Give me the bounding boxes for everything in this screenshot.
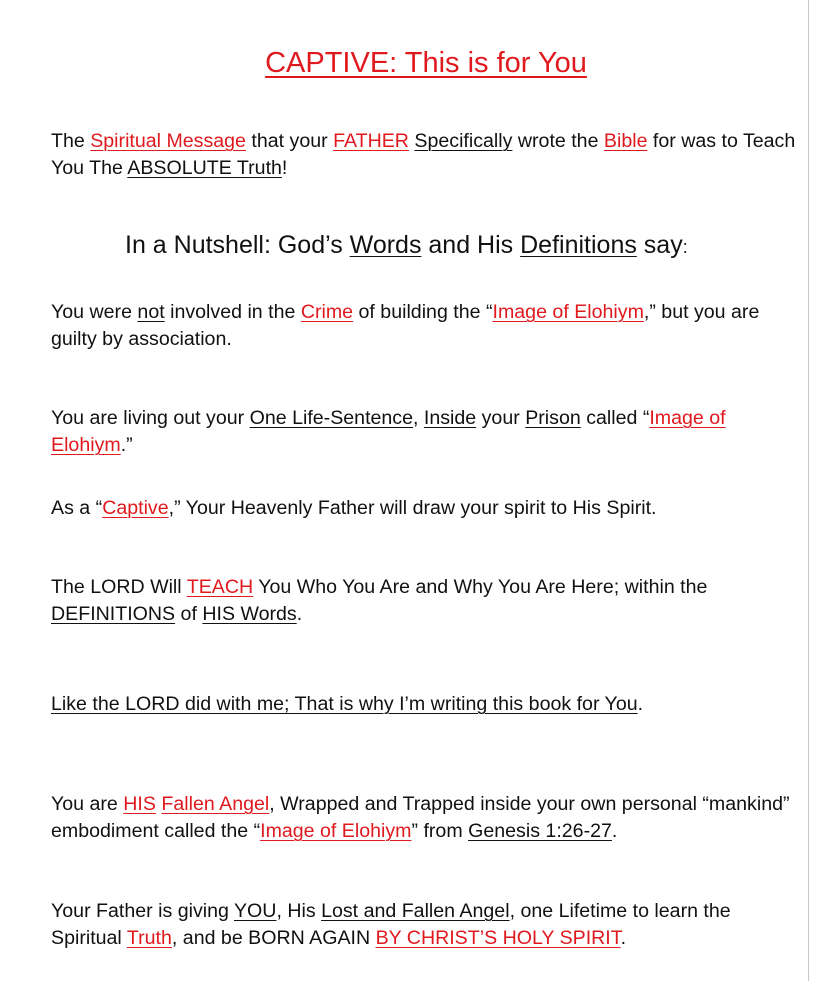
text-run: , His — [276, 900, 322, 922]
text-run: . — [611, 820, 618, 842]
text-run: As a “ — [51, 497, 103, 519]
image-of-elohiym-text: Image of Elohiym — [492, 301, 644, 323]
text-run: your — [476, 407, 526, 429]
text-run: .” — [120, 434, 133, 456]
inside-text: Inside — [423, 407, 477, 429]
text-run: You Who You Are and Why You Are Here; within the — [253, 576, 708, 598]
paragraph-lifetime — [51, 898, 806, 952]
holy-spirit-text: BY CHRIST’S HOLY SPIRIT — [375, 927, 621, 949]
book-statement-text: Like the LORD did with me; That is why I’m writing this book for You — [51, 693, 638, 715]
text-run: , one Lifetime to learn the Spiritual — [51, 900, 731, 949]
words-text: Words — [349, 231, 422, 259]
fallen-angel-text: Fallen Angel — [161, 793, 270, 815]
text-run: called “ — [580, 407, 650, 429]
prison-text: Prison — [525, 407, 581, 429]
you-text: YOU — [233, 900, 277, 922]
captive-text: Captive — [102, 497, 169, 519]
truth-text: Truth — [126, 927, 172, 949]
text-run: . — [637, 693, 644, 715]
text-run: ! — [281, 157, 288, 179]
text-run: say — [636, 231, 683, 259]
text-run: Your Father is giving — [51, 900, 234, 922]
text-run: . — [296, 603, 303, 625]
text-run: The — [51, 130, 91, 152]
section-subheading — [125, 228, 765, 264]
text-run: of — [175, 603, 203, 625]
page-edge-line — [808, 0, 809, 981]
definitions-text: Definitions — [520, 231, 637, 259]
bible-text: Bible — [603, 130, 648, 152]
paragraph-fallen-angel — [51, 791, 806, 845]
text-run: for was to Teach You The — [51, 130, 796, 179]
text-run: , and be BORN AGAIN — [171, 927, 376, 949]
text-run: You are — [51, 793, 124, 815]
text-run: ,” but you are guilty by association. — [51, 301, 760, 350]
text-run: of building the “ — [353, 301, 493, 323]
lost-fallen-angel-text: Lost and Fallen Angel — [321, 900, 510, 922]
definitions-caps-text: DEFINITIONS — [51, 603, 176, 625]
text-run: ” from — [411, 820, 469, 842]
text-run: The LORD Will — [51, 576, 187, 598]
genesis-reference-text: Genesis 1:26-27 — [468, 820, 612, 842]
paragraph-book — [51, 691, 806, 718]
absolute-truth-text: ABSOLUTE Truth — [127, 157, 282, 179]
paragraph-life-sentence — [51, 405, 806, 459]
text-run: , — [413, 407, 424, 429]
text-run: You were — [51, 301, 138, 323]
spiritual-message-link: Spiritual Message — [90, 130, 246, 152]
intro-paragraph — [51, 128, 806, 182]
text-run: You are living out your — [51, 407, 250, 429]
paragraph-crime — [51, 299, 806, 353]
life-sentence-text: One Life-Sentence — [249, 407, 413, 429]
his-words-text: HIS Words — [202, 603, 297, 625]
father-text: FATHER — [333, 130, 409, 152]
teach-text: TEACH — [186, 576, 254, 598]
paragraph-teach — [51, 574, 806, 628]
text-run: . — [620, 927, 627, 949]
image-of-elohiym-text: Image of Elohiym — [51, 407, 726, 456]
text-run: involved in the — [164, 301, 301, 323]
text-run: and His — [421, 231, 521, 259]
his-text: HIS — [123, 793, 156, 815]
specifically-text: Specifically — [414, 130, 513, 152]
text-run: , Wrapped and Trapped inside your own personal “mankind” embodiment called the “ — [51, 793, 790, 842]
not-text: not — [137, 301, 165, 323]
crime-text: Crime — [300, 301, 354, 323]
text-run: ,” Your Heavenly Father will draw your spirit to His Spirit. — [168, 497, 657, 519]
page-title: CAPTIVE: This is for You — [265, 47, 587, 79]
text-run: that your — [245, 130, 334, 152]
image-of-elohiym-text: Image of Elohiym — [260, 820, 412, 842]
text-run: wrote the — [512, 130, 604, 152]
text-run: In a Nutshell: God’s — [125, 231, 350, 259]
paragraph-captive — [51, 495, 806, 522]
text-run: : — [682, 237, 688, 257]
